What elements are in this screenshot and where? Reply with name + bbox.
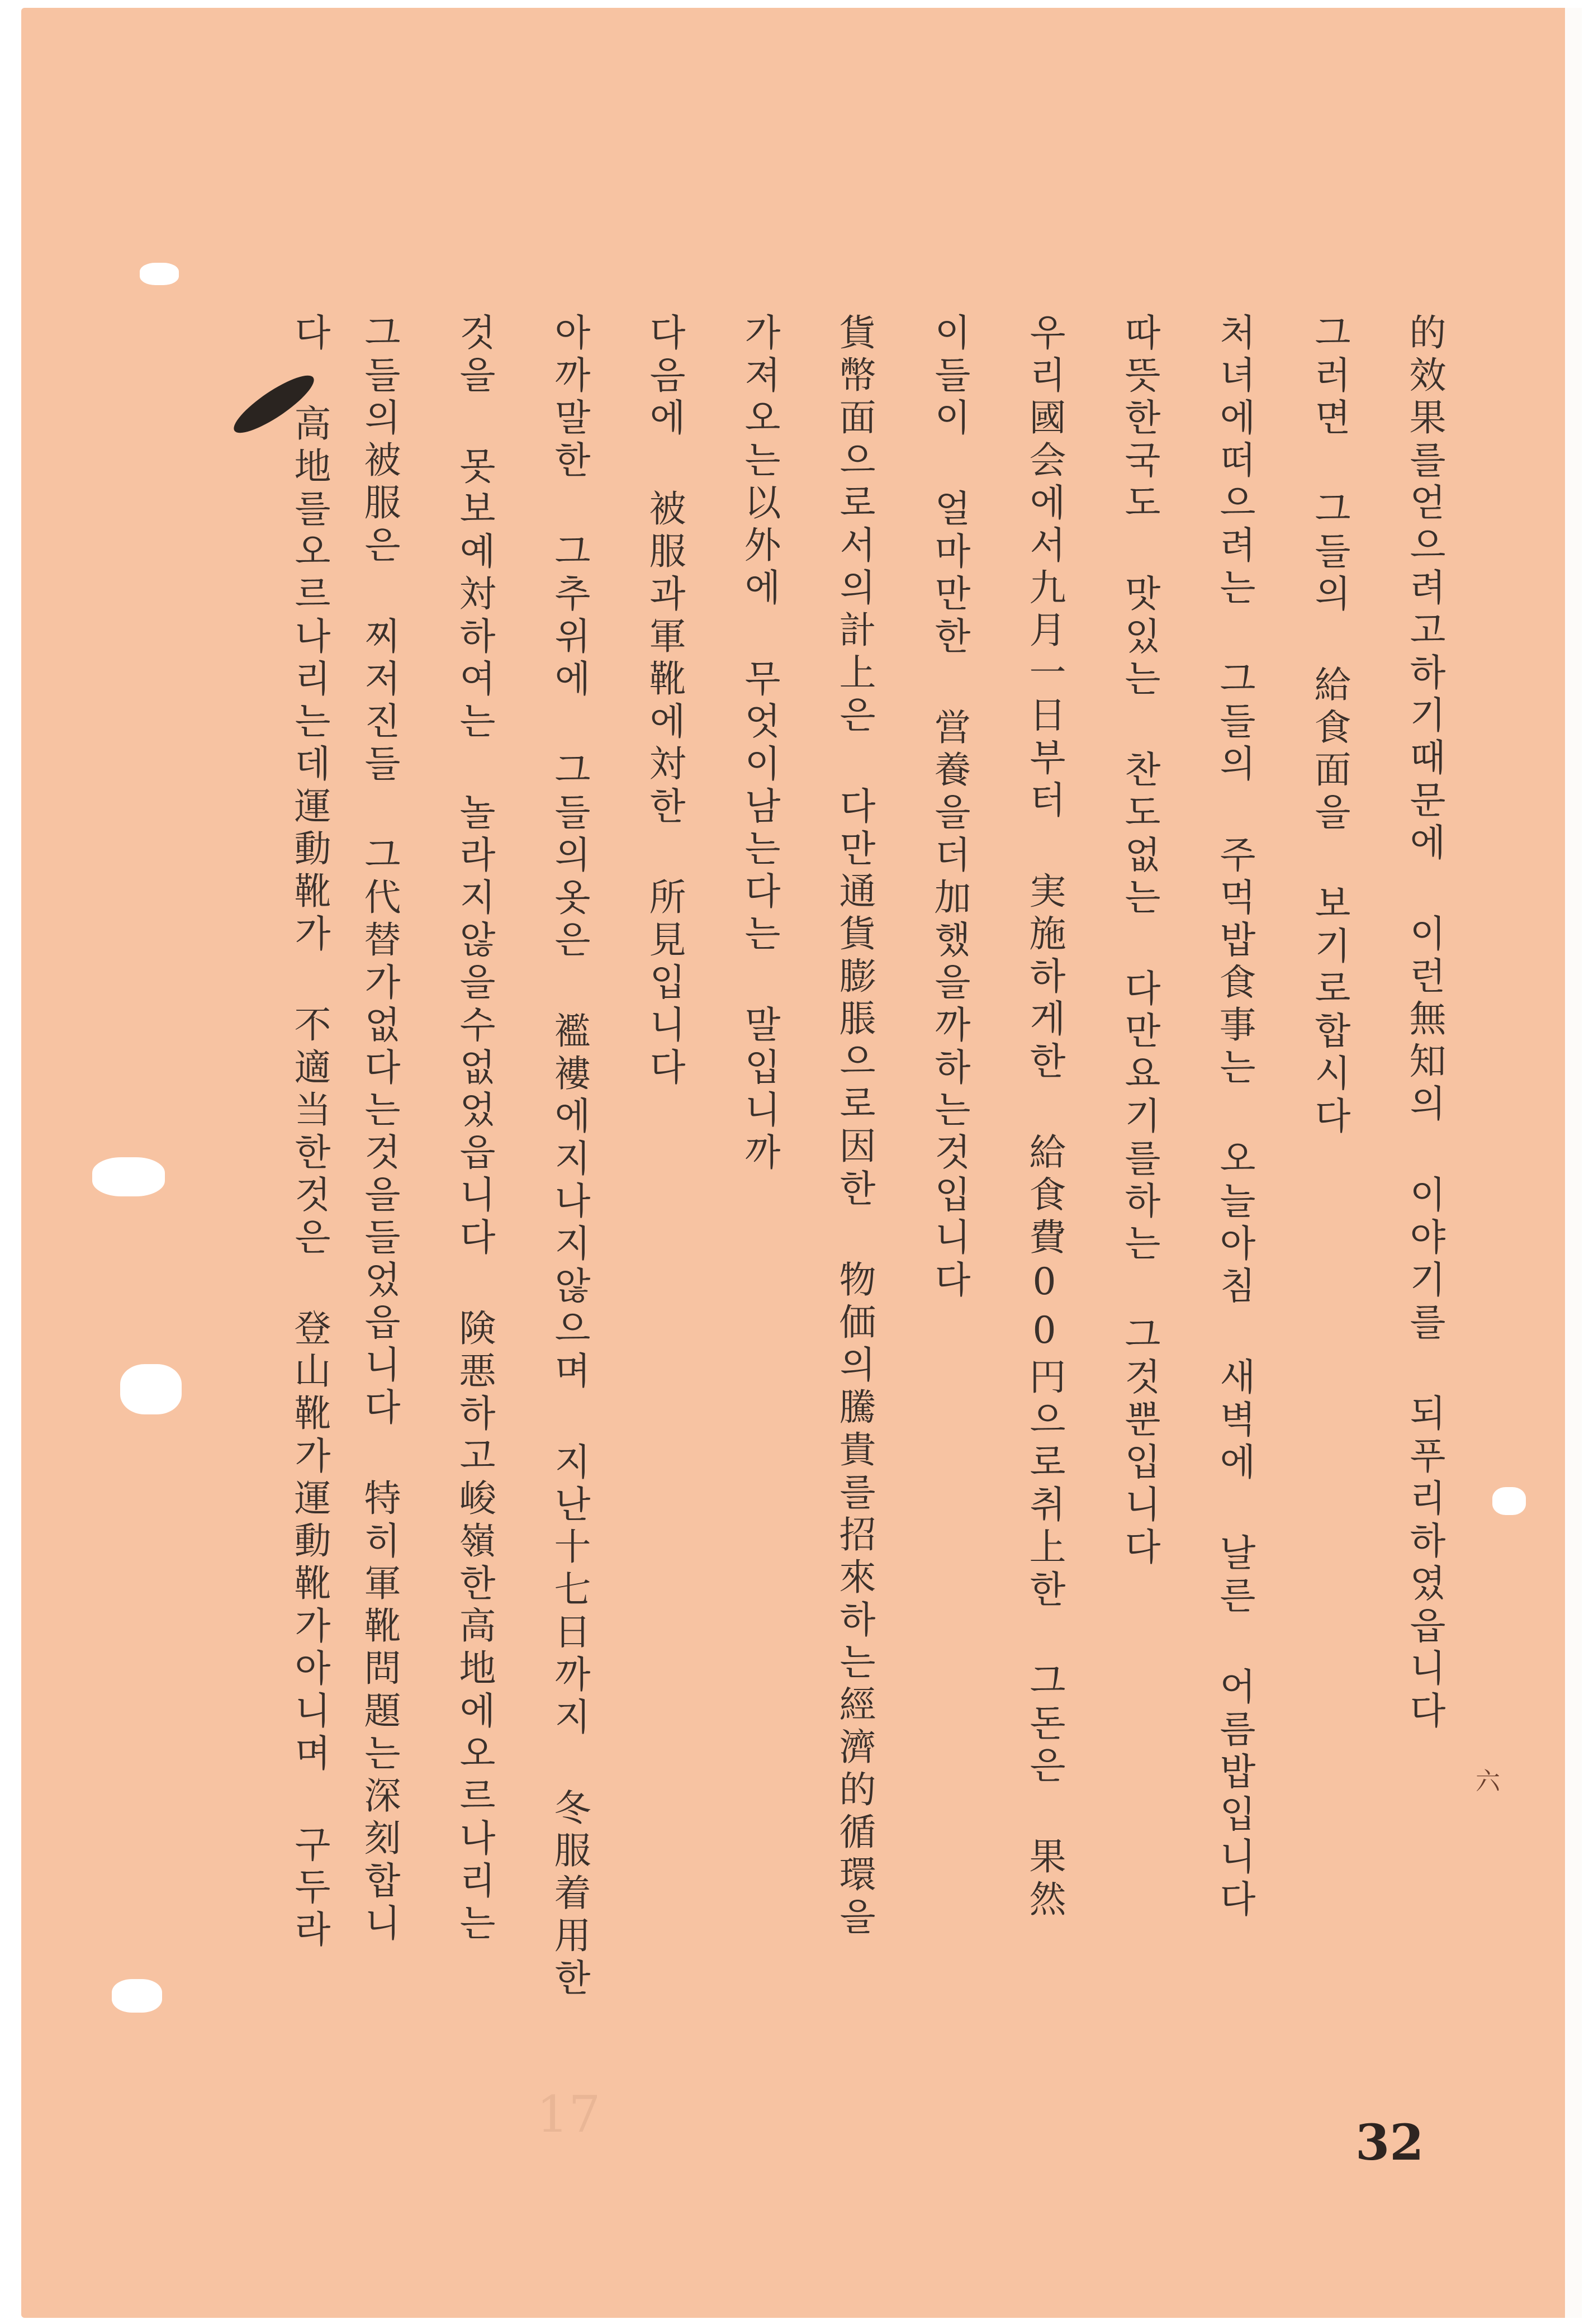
text-column: 貨幣面으로서의計上은 다만通貨膨脹으로因한 物価의騰貴를招來하는經濟的循環을 [833,313,876,1940]
page-number: 32 [1355,2113,1424,2171]
side-page-mark: 六 [1476,1767,1500,1796]
text-column: 그들의被服은 찌저진들 그代替가없다는것을들었읍니다 特히軍靴問題는深刻합니 [358,313,401,1946]
text-column: 이들이 얼마만한 営養을더加했을까하는것입니다 [928,313,971,1303]
text-column: 그러면 그들의 給食面을 보기로합시다 [1308,313,1351,1139]
binding-hole [92,1157,165,1196]
ghost-mark: 17 [537,2085,601,2144]
text-column: 우리國会에서九月一日부터 実施하게한 給食費00円으로취上한 그돈은 果然 [1023,313,1066,1922]
binding-hole [1492,1487,1526,1515]
binding-hole [120,1364,182,1414]
page-edge [1565,8,1582,2318]
text-column: 的效果를얻으려고하기때문에 이런無知의 이야기를 되푸리하였읍니다 [1403,313,1446,1734]
binding-hole [112,1979,162,2013]
text-column: 가져오는以外에 무엇이남는다는 말입니까 [738,313,781,1175]
text-column: 다 高地를오르나리는데運動靴가 不適当한것은 登山靴가運動靴가아니며 구두라 [288,313,331,1952]
binding-hole [140,263,179,285]
text-column: 다음에 被服과軍靴에対한 所見입니다 [643,313,686,1090]
text-column: 따뜻한국도 맛있는 찬도없는 다만요기를하는 그것뿐입니다 [1118,313,1161,1570]
text-column: 아까말한 그추위에 그들의옷은 襤褸에지나지않으며 지난十七日까지 冬服着用한 [548,313,591,2001]
text-column: 처녀에떠으려는 그들의 주먹밥食事는 오늘아침 새벽에 날른 어름밥입니다 [1213,313,1256,1922]
text-column: 것을 못보예対하여는 놀라지않을수없었읍니다 険悪하고峻嶺한高地에오르나리는 [453,313,496,1946]
handwritten-text-block [288,313,1476,2035]
